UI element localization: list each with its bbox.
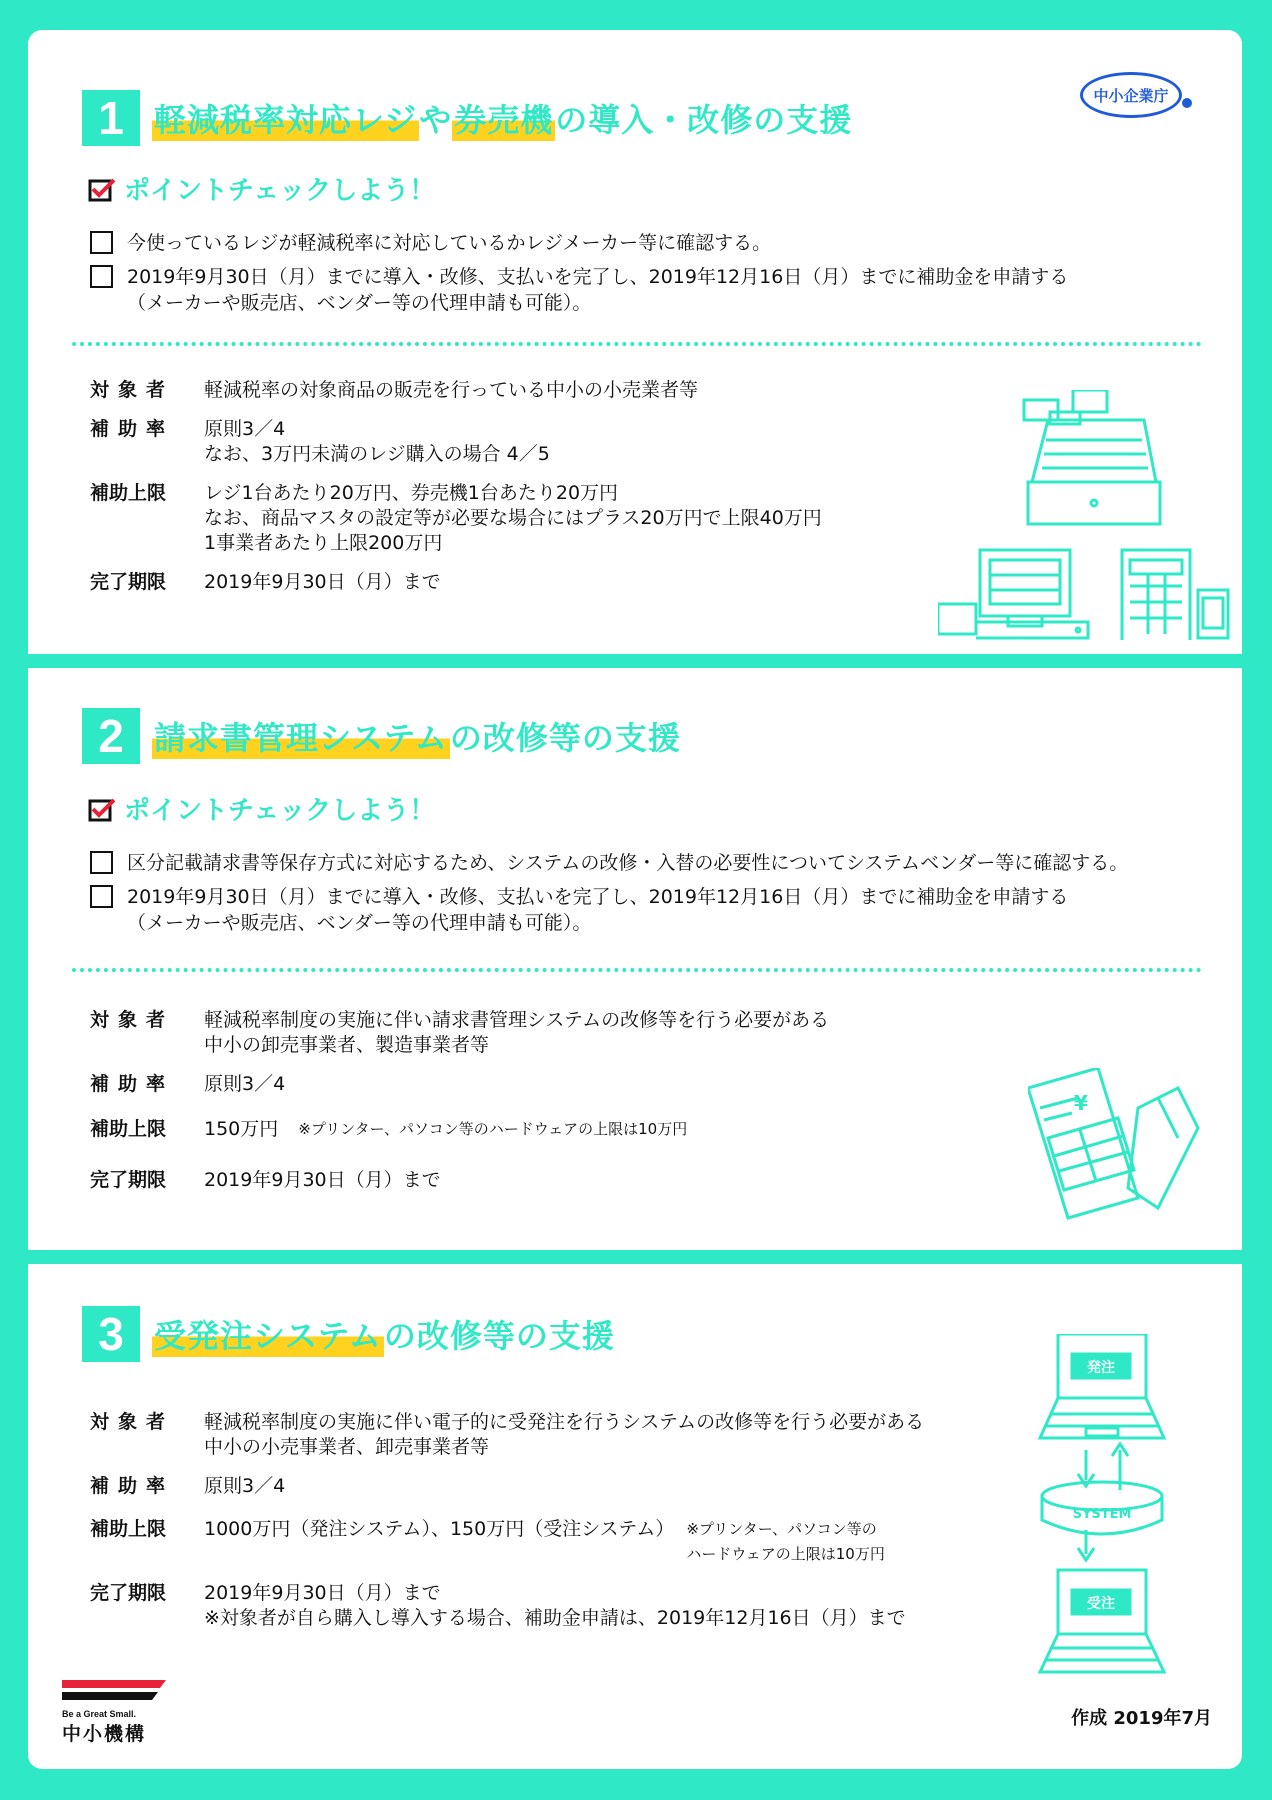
section-title (152, 95, 852, 141)
detail-value: 軽減税率の対象商品の販売を行っている中小の小売業者等 (204, 379, 699, 401)
detail-row (90, 1581, 924, 1631)
system-label: SYSTEM (1072, 1507, 1132, 1522)
dotted-divider (72, 968, 1202, 972)
detail-value: 原則3／4 (204, 1073, 286, 1095)
dotted-divider (72, 342, 1202, 346)
detail-value: 原則3／4 (204, 1475, 286, 1497)
detail-row (90, 1517, 924, 1567)
yen-icon: ¥ (1074, 1091, 1088, 1115)
details (90, 1410, 924, 1645)
point-check-title: ポイントチェックしよう！ (124, 796, 436, 826)
detail-value: 2019年9月30日（月）まで (204, 571, 441, 593)
title-text: の改修等の支援 (383, 1317, 615, 1355)
checkbox-icon[interactable] (90, 231, 113, 254)
detail-row (90, 378, 822, 403)
point-check-title: ポイントチェックしよう！ (124, 176, 436, 206)
details (90, 1008, 829, 1207)
smrj-logo (62, 1678, 172, 1746)
section-3-card (28, 1264, 1242, 1769)
detail-row (90, 570, 822, 595)
checklist (90, 230, 1210, 324)
section-number: 1 (82, 90, 140, 146)
detail-value: 軽減税率制度の実施に伴い電子的に受発注を行うシステムの改修等を行う必要がある 中小の小売事業者、卸売事業者等 (204, 1411, 925, 1458)
checklist-item-text: 2019年9月30日（月）までに導入・改修、支払いを完了し、2019年12月16日（月）までに補助金を申請する （メーカーや販売店、ベンダー等の代理申請も可能）。 (127, 266, 1069, 314)
section-3-heading (82, 1304, 615, 1364)
detail-note: ※プリンター、パソコン等の ハードウェアの上限は10万円 (686, 1520, 885, 1563)
checklist-item-text: 2019年9月30日（月）までに導入・改修、支払いを完了し、2019年12月16日（月）までに補助金を申請する （メーカーや販売店、ベンダー等の代理申請も可能）。 (127, 886, 1069, 934)
receive-label: 受注 (1087, 1596, 1115, 1612)
detail-label: 対象者 (90, 1411, 175, 1433)
checkmark-icon (88, 176, 116, 202)
detail-row (90, 1474, 924, 1499)
detail-row (90, 1008, 829, 1058)
detail-row (90, 1072, 829, 1097)
detail-label: 完了期限 (90, 1582, 167, 1604)
detail-label: 補助上限 (90, 1518, 167, 1540)
logo-stripes-icon (62, 1678, 172, 1702)
detail-note: ※プリンター、パソコン等のハードウェアの上限は10万円 (298, 1120, 688, 1138)
detail-row (90, 1168, 829, 1193)
checklist (90, 850, 1210, 944)
checkbox-icon[interactable] (90, 885, 113, 908)
section-2-heading (82, 706, 681, 766)
order-system-illustration (1038, 1334, 1188, 1674)
title-text: や (419, 101, 453, 139)
section-number: 2 (82, 708, 140, 764)
section-title (152, 713, 681, 759)
detail-label: 対象者 (90, 1009, 175, 1031)
created-date: 作成 2019年7月 (1071, 1708, 1212, 1729)
detail-label: 対象者 (90, 379, 175, 401)
logo-name: 中小機構 (62, 1723, 147, 1745)
detail-value: レジ1台あたり20万円、券売機1台あたり20万円 なお、商品マスタの設定等が必要な場合にはプラス20万円で上限40万円 1事業者あたり上限200万円 (204, 482, 822, 554)
detail-label: 補助率 (90, 1073, 175, 1095)
detail-label: 完了期限 (90, 1169, 167, 1191)
section-1-card (28, 30, 1242, 654)
checklist-item (90, 230, 1210, 256)
detail-row (90, 1117, 829, 1142)
checkbox-icon[interactable] (90, 851, 113, 874)
title-highlight: 券売機 (452, 95, 555, 141)
detail-row (90, 481, 822, 556)
detail-value: 原則3／4 なお、3万円未満のレジ購入の場合 4／5 (204, 418, 550, 465)
detail-value: 2019年9月30日（月）まで (204, 1169, 441, 1191)
logo-tagline: Be a Great Small. (62, 1709, 137, 1719)
agency-badge: 中小企業庁 (1080, 72, 1182, 118)
checklist-item (90, 884, 1210, 936)
section-1-heading (82, 88, 852, 148)
title-text: の改修等の支援 (449, 719, 681, 757)
order-label: 発注 (1087, 1360, 1115, 1376)
detail-label: 補助率 (90, 1475, 175, 1497)
section-number: 3 (82, 1306, 140, 1362)
checkbox-icon[interactable] (90, 265, 113, 288)
checklist-item-text: 今使っているレジが軽減税率に対応しているかレジメーカー等に確認する。 (127, 232, 772, 254)
section-2-card (28, 668, 1242, 1250)
checklist-item (90, 264, 1210, 316)
title-highlight: 受発注システム (152, 1311, 384, 1357)
title-highlight: 請求書管理システム (152, 713, 450, 759)
section-title (152, 1311, 615, 1357)
details (90, 378, 822, 609)
detail-row (90, 1410, 924, 1460)
detail-label: 補助上限 (90, 482, 167, 504)
title-highlight: 軽減税率対応レジ (152, 95, 419, 141)
point-check-heading (88, 790, 435, 827)
checklist-item (90, 850, 1210, 876)
detail-value: 150万円 (204, 1118, 279, 1140)
detail-label: 完了期限 (90, 571, 167, 593)
cash-register-illustration (938, 390, 1238, 640)
checklist-item-text: 区分記載請求書等保存方式に対応するため、システムの改修・入替の必要性についてシステムベンダー等に確認する。 (127, 852, 1129, 874)
title-text: の導入・改修の支援 (555, 101, 853, 139)
invoice-illustration (1028, 1068, 1208, 1228)
point-check-heading (88, 170, 435, 207)
detail-label: 補助率 (90, 418, 175, 440)
detail-value: 軽減税率制度の実施に伴い請求書管理システムの改修等を行う必要がある 中小の卸売事業者、製造事業者等 (204, 1009, 830, 1056)
badge-dot (1182, 98, 1192, 108)
detail-value: 2019年9月30日（月）まで ※対象者が自ら購入し導入する場合、補助金申請は、2019年12月16日（月）まで (204, 1582, 906, 1629)
detail-label: 補助上限 (90, 1118, 167, 1140)
detail-value: 1000万円（発注システム）、150万円（受注システム） (204, 1518, 675, 1540)
detail-row (90, 417, 822, 467)
checkmark-icon (88, 796, 116, 822)
